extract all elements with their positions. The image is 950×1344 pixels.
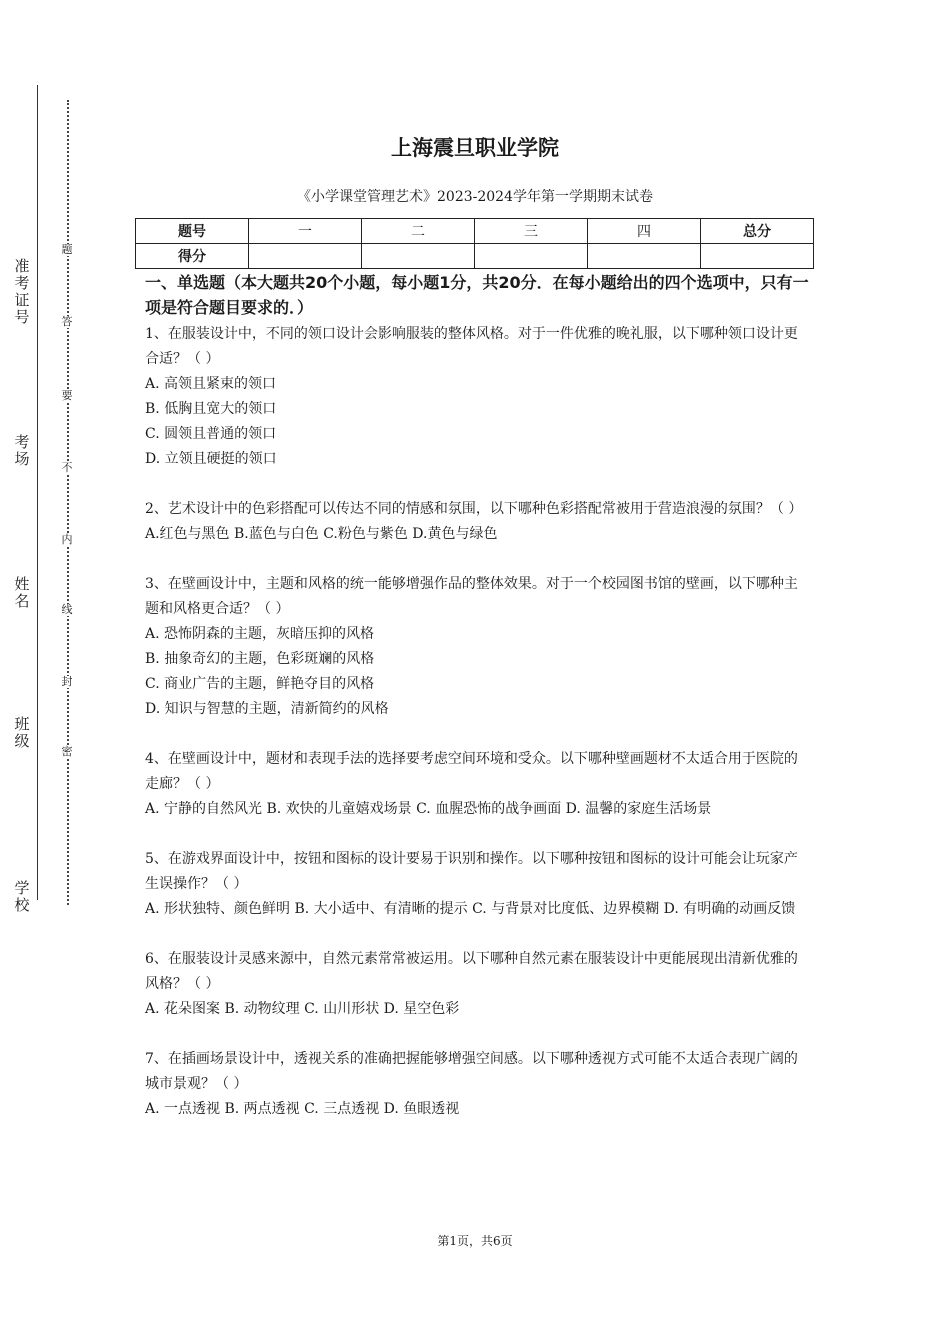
option: A.红色与黑色 B.蓝色与白色 C.粉色与紫色 D.黄色与绿色 <box>145 526 498 542</box>
seal-dotted-line <box>67 100 69 905</box>
option: D. 知识与智慧的主题，清新简约的风格 <box>145 701 389 717</box>
question-2 <box>145 497 810 547</box>
option: A. 高领且紧束的领口 <box>145 376 277 392</box>
question-7 <box>145 1047 810 1122</box>
question-4 <box>145 747 810 822</box>
score-cell: 总分 <box>701 219 814 244</box>
question-stem: 3、在壁画设计中，主题和风格的统一能够增强作品的整体效果。对于一个校园图书馆的壁画，以下哪种主题和风格更合适？（ ） <box>145 576 798 617</box>
score-input-cell[interactable] <box>362 244 475 269</box>
score-table-score-row <box>136 244 814 269</box>
section-heading: 一、单选题（本大题共20个小题，每小题1分，共20分．在每小题给出的四个选项中，只有一项是符合题目要求的．） <box>145 273 809 317</box>
option: A. 形状独特、颜色鲜明 B. 大小适中、有清晰的提示 C. 与背景对比度低、边界模糊 D. 有明确的动画反馈 <box>145 901 796 917</box>
page-number: 第1页，共6页 <box>437 1234 513 1248</box>
option: A. 花朵图案 B. 动物纹理 C. 山川形状 D. 星空色彩 <box>145 1001 460 1017</box>
score-cell: 一 <box>249 219 362 244</box>
option: A. 宁静的自然风光 B. 欢快的儿童嬉戏场景 C. 血腥恐怖的战争画面 D. 温馨的家庭生活场景 <box>145 801 712 817</box>
label-exam-room: 考场 <box>14 433 30 468</box>
score-cell: 二 <box>362 219 475 244</box>
score-table-header-row <box>136 219 814 244</box>
option: A. 一点透视 B. 两点透视 C. 三点透视 D. 鱼眼透视 <box>145 1101 460 1117</box>
question-content <box>145 270 810 1122</box>
seal-char: 答 <box>61 315 73 328</box>
score-cell: 三 <box>475 219 588 244</box>
exam-title: 《小学课堂管理艺术》2023-2024学年第一学期期末试卷 <box>297 189 653 205</box>
seal-char: 线 <box>61 603 73 616</box>
question-3 <box>145 572 810 722</box>
question-1 <box>145 322 810 472</box>
binding-line <box>37 85 38 900</box>
label-school: 学校 <box>14 879 30 914</box>
seal-char: 不 <box>61 461 73 474</box>
question-stem: 5、在游戏界面设计中，按钮和图标的设计要易于识别和操作。以下哪种按钮和图标的设计可能会让玩家产生误操作？（ ） <box>145 851 798 892</box>
score-input-cell[interactable] <box>588 244 701 269</box>
score-table <box>135 218 814 269</box>
question-stem: 1、在服装设计中，不同的领口设计会影响服装的整体风格。对于一件优雅的晚礼服，以下哪种领口设计更合适？（ ） <box>145 326 798 367</box>
score-input-cell[interactable] <box>701 244 814 269</box>
option: D. 立领且硬挺的领口 <box>145 451 277 467</box>
seal-char: 题 <box>61 243 73 256</box>
seal-char: 内 <box>61 533 73 546</box>
seal-char: 要 <box>61 389 73 402</box>
option: C. 商业广告的主题，鲜艳夺目的风格 <box>145 676 375 692</box>
label-exam-number: 准考证号 <box>14 257 30 326</box>
question-6 <box>145 947 810 1022</box>
label-name: 姓名 <box>14 575 30 610</box>
question-stem: 4、在壁画设计中，题材和表现手法的选择要考虑空间环境和受众。以下哪种壁画题材不太适合用于医院的走廊？（ ） <box>145 751 798 792</box>
seal-char: 封 <box>61 675 73 688</box>
question-5 <box>145 847 810 922</box>
option: C. 圆领且普通的领口 <box>145 426 277 442</box>
question-stem: 7、在插画场景设计中，透视关系的准确把握能够增强空间感。以下哪种透视方式可能不太适合表现广阔的城市景观？（ ） <box>145 1051 798 1092</box>
option: B. 低胸且宽大的领口 <box>145 401 277 417</box>
seal-char: 密 <box>61 745 73 758</box>
option: A. 恐怖阴森的主题，灰暗压抑的风格 <box>145 626 375 642</box>
score-input-cell[interactable] <box>475 244 588 269</box>
score-input-cell[interactable] <box>249 244 362 269</box>
option: B. 抽象奇幻的主题，色彩斑斓的风格 <box>145 651 375 667</box>
question-stem: 2、艺术设计中的色彩搭配可以传达不同的情感和氛围，以下哪种色彩搭配常被用于营造浪漫的氛围？（ ） <box>145 501 803 517</box>
score-cell: 四 <box>588 219 701 244</box>
question-stem: 6、在服装设计灵感来源中，自然元素常常被运用。以下哪种自然元素在服装设计中更能展现出清新优雅的风格？（ ） <box>145 951 798 992</box>
school-title: 上海震旦职业学院 <box>391 136 559 160</box>
score-cell: 得分 <box>136 244 249 269</box>
score-cell: 题号 <box>136 219 249 244</box>
label-class: 班级 <box>14 715 30 750</box>
